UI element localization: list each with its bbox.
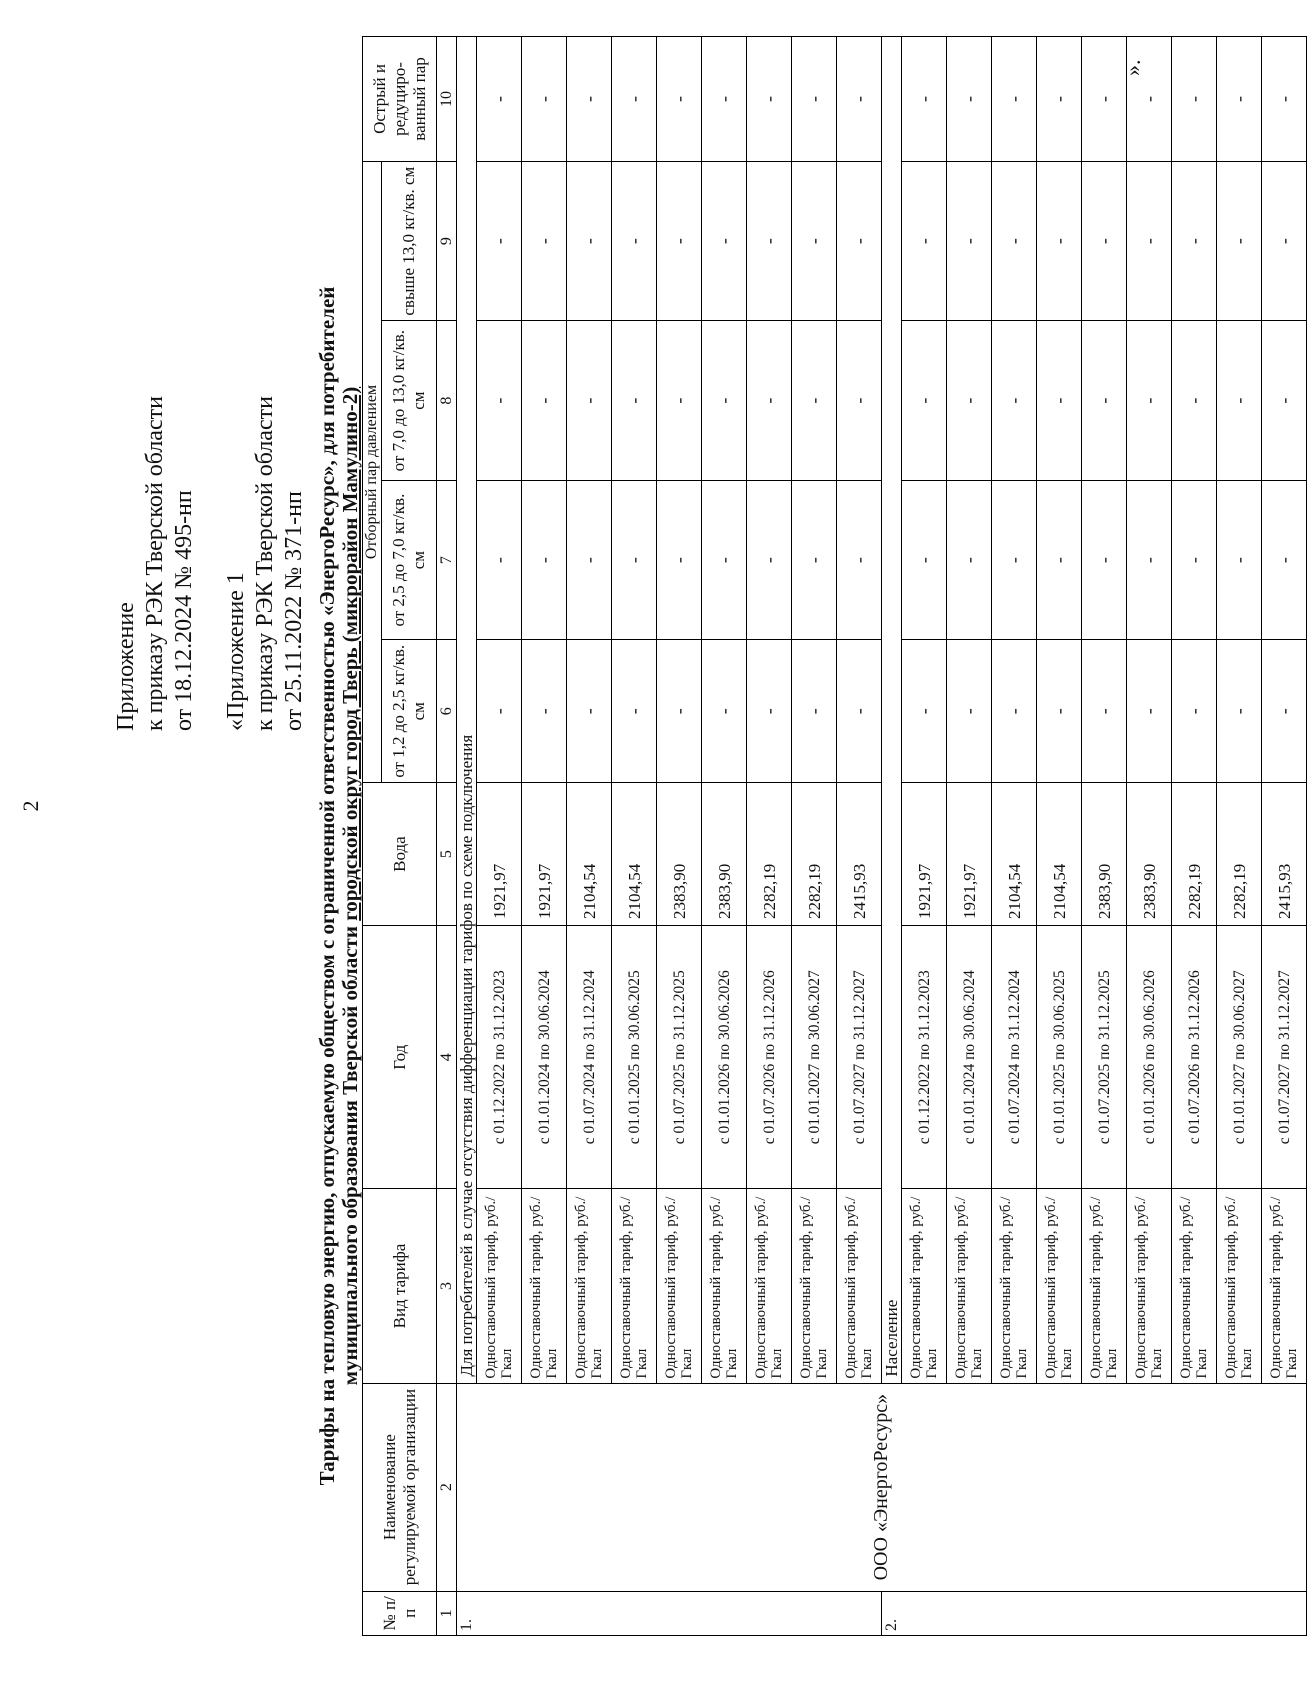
dash-cell: - bbox=[902, 161, 947, 320]
water-value-cell: 2104,54 bbox=[567, 783, 612, 926]
water-value-cell: 2282,19 bbox=[747, 783, 792, 926]
dash-cell: - bbox=[947, 480, 992, 639]
dash-cell: - bbox=[1127, 480, 1172, 639]
tariff-table bbox=[362, 36, 1307, 1636]
dash-cell: - bbox=[947, 640, 992, 783]
dash-cell: - bbox=[1127, 161, 1172, 320]
dash-cell: - bbox=[1262, 640, 1307, 783]
dash-cell: - bbox=[567, 640, 612, 783]
header-year: Год bbox=[363, 925, 437, 1188]
dash-cell: - bbox=[1127, 640, 1172, 783]
dash-cell: - bbox=[1082, 37, 1127, 162]
appendix-original bbox=[222, 396, 309, 731]
dash-cell: - bbox=[992, 480, 1037, 639]
dash-cell: - bbox=[522, 161, 567, 320]
period-cell: с 01.07.2026 по 31.12.2026 bbox=[747, 925, 792, 1188]
header-sharp-steam: Острый и редуциро-ванный пар bbox=[363, 37, 437, 162]
water-value-cell: 2415,93 bbox=[1262, 783, 1307, 926]
tariff-type-cell: Одноставочный тариф, руб./Гкал bbox=[792, 1189, 837, 1383]
header-steam-group: Отборный пар давлением bbox=[363, 161, 382, 782]
tariff-type-cell: Одноставочный тариф, руб./Гкал bbox=[477, 1189, 522, 1383]
dash-cell: - bbox=[992, 321, 1037, 480]
dash-cell: - bbox=[747, 161, 792, 320]
dash-cell: - bbox=[902, 321, 947, 480]
header-tariff-type: Вид тарифа bbox=[363, 1189, 437, 1383]
dash-cell: - bbox=[612, 321, 657, 480]
dash-cell: - bbox=[477, 640, 522, 783]
dash-cell: - bbox=[1262, 480, 1307, 639]
dash-cell: - bbox=[992, 37, 1037, 162]
tariff-type-cell: Одноставочный тариф, руб./Гкал bbox=[947, 1189, 992, 1383]
dash-cell: - bbox=[702, 480, 747, 639]
section-number: 1. bbox=[457, 1591, 882, 1635]
tariff-type-cell: Одноставочный тариф, руб./Гкал bbox=[1037, 1189, 1082, 1383]
header-num: № п/п bbox=[363, 1591, 437, 1635]
dash-cell: - bbox=[702, 161, 747, 320]
dash-cell: - bbox=[522, 37, 567, 162]
dash-cell: - bbox=[657, 480, 702, 639]
tariff-type-cell: Одноставочный тариф, руб./Гкал bbox=[1082, 1189, 1127, 1383]
col-number: 5 bbox=[437, 783, 457, 926]
water-value-cell: 2282,19 bbox=[1172, 783, 1217, 926]
dash-cell: - bbox=[657, 161, 702, 320]
dash-cell: - bbox=[747, 480, 792, 639]
tariff-type-cell: Одноставочный тариф, руб./Гкал bbox=[657, 1189, 702, 1383]
dash-cell: - bbox=[702, 37, 747, 162]
tariff-type-cell: Одноставочный тариф, руб./Гкал bbox=[1217, 1189, 1262, 1383]
column-number-row bbox=[437, 37, 457, 1636]
period-cell: с 01.12.2022 по 31.12.2023 bbox=[902, 925, 947, 1188]
dash-cell: - bbox=[837, 321, 882, 480]
water-value-cell: 2104,54 bbox=[612, 783, 657, 926]
dash-cell: - bbox=[522, 321, 567, 480]
section-title: Для потребителей в случае отсутствия дифференциации тарифов по схеме подключения bbox=[457, 37, 477, 1384]
water-value-cell: 2104,54 bbox=[1037, 783, 1082, 926]
dash-cell: - bbox=[792, 37, 837, 162]
header-p2: от 2,5 до 7,0 кг/кв. см bbox=[382, 480, 437, 639]
period-cell: с 01.01.2027 по 30.06.2027 bbox=[1217, 925, 1262, 1188]
dash-cell: - bbox=[657, 640, 702, 783]
water-value-cell: 2282,19 bbox=[792, 783, 837, 926]
period-cell: с 01.12.2022 по 31.12.2023 bbox=[477, 925, 522, 1188]
dash-cell: - bbox=[567, 161, 612, 320]
dash-cell: - bbox=[947, 321, 992, 480]
dash-cell: - bbox=[612, 480, 657, 639]
water-value-cell: 1921,97 bbox=[477, 783, 522, 926]
tariff-type-cell: Одноставочный тариф, руб./Гкал bbox=[522, 1189, 567, 1383]
dash-cell: - bbox=[792, 480, 837, 639]
title-line2-underlined: городской округ город Тверь (микрорайон Мамулино-2) bbox=[338, 386, 362, 921]
dash-cell: - bbox=[612, 161, 657, 320]
dash-cell: - bbox=[1172, 161, 1217, 320]
dash-cell: - bbox=[1217, 640, 1262, 783]
dash-cell: - bbox=[657, 37, 702, 162]
section-number: 2. bbox=[882, 1591, 1307, 1635]
dash-cell: - bbox=[902, 480, 947, 639]
dash-cell: - bbox=[1262, 321, 1307, 480]
period-cell: с 01.01.2027 по 30.06.2027 bbox=[792, 925, 837, 1188]
dash-cell: - bbox=[947, 161, 992, 320]
water-value-cell: 2282,19 bbox=[1217, 783, 1262, 926]
dash-cell: - bbox=[792, 640, 837, 783]
dash-cell: - bbox=[1217, 480, 1262, 639]
dash-cell: - bbox=[1082, 640, 1127, 783]
header-p3: от 7,0 до 13,0 кг/кв. см bbox=[382, 321, 437, 480]
water-value-cell: 1921,97 bbox=[902, 783, 947, 926]
appendix-current-line2: к приказу РЭК Тверской области bbox=[142, 396, 168, 731]
dash-cell: - bbox=[477, 37, 522, 162]
dash-cell: - bbox=[902, 640, 947, 783]
end-mark: ». bbox=[1120, 59, 1145, 76]
dash-cell: - bbox=[1217, 37, 1262, 162]
water-value-cell: 2104,54 bbox=[992, 783, 1037, 926]
appendix-current bbox=[112, 396, 199, 731]
dash-cell: - bbox=[947, 37, 992, 162]
dash-cell: - bbox=[1217, 161, 1262, 320]
period-cell: с 01.07.2026 по 31.12.2026 bbox=[1172, 925, 1217, 1188]
tariff-type-cell: Одноставочный тариф, руб./Гкал bbox=[992, 1189, 1037, 1383]
dash-cell: - bbox=[477, 480, 522, 639]
period-cell: с 01.01.2025 по 30.06.2025 bbox=[1037, 925, 1082, 1188]
dash-cell: - bbox=[837, 161, 882, 320]
dash-cell: - bbox=[477, 321, 522, 480]
dash-cell: - bbox=[1172, 640, 1217, 783]
dash-cell: - bbox=[1172, 480, 1217, 639]
tariff-type-cell: Одноставочный тариф, руб./Гкал bbox=[612, 1189, 657, 1383]
organization-name: ООО «ЭнергоРесурс» bbox=[457, 1383, 1307, 1591]
dash-cell: - bbox=[612, 640, 657, 783]
dash-cell: - bbox=[747, 37, 792, 162]
col-number: 4 bbox=[437, 925, 457, 1188]
tariff-type-cell: Одноставочный тариф, руб./Гкал bbox=[902, 1189, 947, 1383]
dash-cell: - bbox=[567, 321, 612, 480]
dash-cell: - bbox=[992, 640, 1037, 783]
col-number: 10 bbox=[437, 37, 457, 162]
appendix-current-line1: Приложение bbox=[113, 602, 139, 731]
water-value-cell: 2383,90 bbox=[1127, 783, 1172, 926]
period-cell: с 01.07.2027 по 31.12.2027 bbox=[1262, 925, 1307, 1188]
col-number: 1 bbox=[437, 1591, 457, 1635]
period-cell: с 01.07.2025 по 31.12.2025 bbox=[657, 925, 702, 1188]
water-value-cell: 2383,90 bbox=[702, 783, 747, 926]
dash-cell: - bbox=[702, 321, 747, 480]
dash-cell: - bbox=[522, 640, 567, 783]
water-value-cell: 1921,97 bbox=[947, 783, 992, 926]
dash-cell: - bbox=[1082, 321, 1127, 480]
col-number: 6 bbox=[437, 640, 457, 783]
period-cell: с 01.07.2025 по 31.12.2025 bbox=[1082, 925, 1127, 1188]
period-cell: с 01.01.2024 по 30.06.2024 bbox=[522, 925, 567, 1188]
dash-cell: - bbox=[1217, 321, 1262, 480]
dash-cell: - bbox=[1172, 321, 1217, 480]
header-water: Вода bbox=[363, 783, 437, 926]
dash-cell: - bbox=[792, 321, 837, 480]
section-title: Население bbox=[882, 37, 902, 1384]
water-value-cell: 2415,93 bbox=[837, 783, 882, 926]
section-header-row bbox=[457, 37, 477, 1636]
title-line2 bbox=[339, 156, 362, 1616]
dash-cell: - bbox=[1262, 161, 1307, 320]
appendix-current-line3: от 18.12.2024 № 495-нп bbox=[171, 490, 197, 731]
col-number: 2 bbox=[437, 1383, 457, 1591]
water-value-cell: 2383,90 bbox=[657, 783, 702, 926]
dash-cell: - bbox=[1127, 321, 1172, 480]
tariff-type-cell: Одноставочный тариф, руб./Гкал bbox=[567, 1189, 612, 1383]
appendix-original-line2: к приказу РЭК Тверской области bbox=[252, 396, 278, 731]
col-number: 7 bbox=[437, 480, 457, 639]
appendix-original-line3: от 25.11.2022 № 371-нп bbox=[281, 491, 307, 731]
dash-cell: - bbox=[1127, 37, 1172, 162]
tariff-type-cell: Одноставочный тариф, руб./Гкал bbox=[837, 1189, 882, 1383]
col-number: 8 bbox=[437, 321, 457, 480]
page-number: 2 bbox=[18, 800, 43, 812]
period-cell: с 01.07.2027 по 31.12.2027 bbox=[837, 925, 882, 1188]
tariff-type-cell: Одноставочный тариф, руб./Гкал bbox=[702, 1189, 747, 1383]
period-cell: с 01.01.2024 по 30.06.2024 bbox=[947, 925, 992, 1188]
header-org: Наименование регулируемой организации bbox=[363, 1383, 437, 1591]
col-number: 9 bbox=[437, 161, 457, 320]
dash-cell: - bbox=[567, 37, 612, 162]
dash-cell: - bbox=[612, 37, 657, 162]
title-line2-prefix: муниципального образования Тверской области bbox=[338, 920, 362, 1386]
dash-cell: - bbox=[1037, 321, 1082, 480]
appendix-original-line1: «Приложение 1 bbox=[223, 572, 249, 731]
tariff-type-cell: Одноставочный тариф, руб./Гкал bbox=[1262, 1189, 1307, 1383]
header-p4: свыше 13,0 кг/кв. см bbox=[382, 161, 437, 320]
dash-cell: - bbox=[1037, 480, 1082, 639]
dash-cell: - bbox=[1082, 161, 1127, 320]
dash-cell: - bbox=[837, 640, 882, 783]
table-body bbox=[437, 37, 1307, 1636]
dash-cell: - bbox=[1262, 37, 1307, 162]
dash-cell: - bbox=[477, 161, 522, 320]
document-title bbox=[316, 156, 362, 1616]
header-p1: от 1,2 до 2,5 кг/кв. см bbox=[382, 640, 437, 783]
period-cell: с 01.01.2025 по 30.06.2025 bbox=[612, 925, 657, 1188]
period-cell: с 01.07.2024 по 31.12.2024 bbox=[992, 925, 1037, 1188]
tariff-type-cell: Одноставочный тариф, руб./Гкал bbox=[1127, 1189, 1172, 1383]
title-line1: Тарифы на тепловую энергию, отпускаемую обществом с ограниченной ответственностью «ЭнергоРесурс», для потребителей bbox=[315, 286, 339, 1486]
water-value-cell: 1921,97 bbox=[522, 783, 567, 926]
dash-cell: - bbox=[1037, 37, 1082, 162]
dash-cell: - bbox=[1172, 37, 1217, 162]
dash-cell: - bbox=[1037, 161, 1082, 320]
dash-cell: - bbox=[567, 480, 612, 639]
dash-cell: - bbox=[657, 321, 702, 480]
col-number: 3 bbox=[437, 1189, 457, 1383]
period-cell: с 01.01.2026 по 30.06.2026 bbox=[1127, 925, 1172, 1188]
dash-cell: - bbox=[522, 480, 567, 639]
tariff-type-cell: Одноставочный тариф, руб./Гкал bbox=[1172, 1189, 1217, 1383]
dash-cell: - bbox=[747, 640, 792, 783]
dash-cell: - bbox=[992, 161, 1037, 320]
period-cell: с 01.01.2026 по 30.06.2026 bbox=[702, 925, 747, 1188]
dash-cell: - bbox=[792, 161, 837, 320]
dash-cell: - bbox=[1082, 480, 1127, 639]
dash-cell: - bbox=[902, 37, 947, 162]
dash-cell: - bbox=[837, 37, 882, 162]
dash-cell: - bbox=[702, 640, 747, 783]
dash-cell: - bbox=[747, 321, 792, 480]
tariff-type-cell: Одноставочный тариф, руб./Гкал bbox=[747, 1189, 792, 1383]
dash-cell: - bbox=[1037, 640, 1082, 783]
dash-cell: - bbox=[837, 480, 882, 639]
period-cell: с 01.07.2024 по 31.12.2024 bbox=[567, 925, 612, 1188]
water-value-cell: 2383,90 bbox=[1082, 783, 1127, 926]
